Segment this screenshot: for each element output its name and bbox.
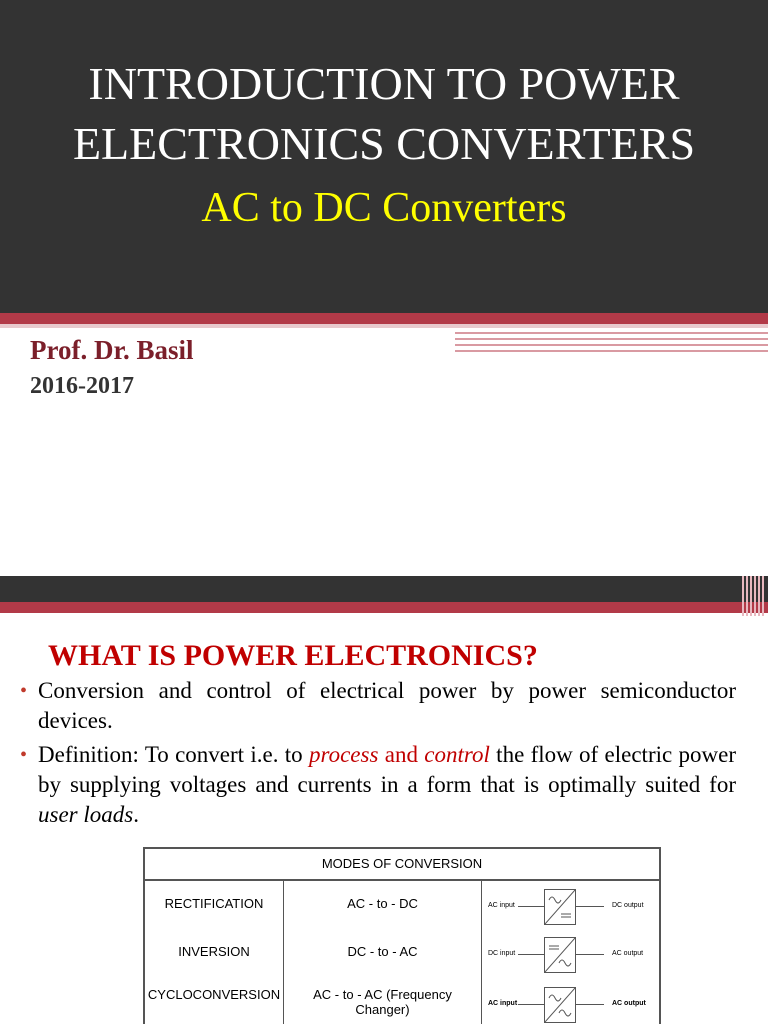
author-name: Prof. Dr. Basil [30,335,194,365]
ac-ac-converter-icon [544,987,576,1023]
bullet-icon: • [20,744,28,766]
mode-rectification: RECTIFICATION [164,896,264,911]
definition-end: . [133,802,139,827]
inverter-output-label: AC output [612,950,644,957]
rectifier-output-label: DC output [612,902,644,909]
rectifier-input-label: AC input [488,902,515,909]
academic-year: 2016-2017 [30,373,134,399]
content-header-band [0,576,768,602]
subtitle: AC to DC Converters [201,185,567,231]
decorative-lines [455,332,768,356]
title-header-band [0,0,768,313]
cycloconverter-diagram [482,985,659,1024]
main-title [0,54,768,174]
cyclo-output-label: AC output [612,1000,646,1007]
inverter-diagram [482,935,659,975]
bullet-text-1: Conversion and control of electrical power by power semiconductor devices. [38,678,736,733]
accent-band [0,313,768,324]
user-loads-emphasis: user loads [38,802,134,827]
bullet-list [20,676,736,834]
rectifier-diagram [482,887,659,927]
accent-band-light [0,324,768,328]
content-accent-band [0,602,768,613]
process-emphasis: process [309,742,379,767]
definition-text-rest: the flow of electric power by supplying voltages and currents in a form that is optimally suited for [38,742,736,797]
conversion-ac-ac: AC - to - AC (Frequency Changer) [313,987,452,1017]
table-header: MODES OF CONVERSION [145,849,659,881]
bullet-item-1 [20,676,736,736]
mode-cycloconversion: CYCLOCONVERSION [147,987,281,1002]
content-slide [0,576,768,1024]
bullet-item-2 [20,740,736,830]
control-emphasis: control [424,742,490,767]
mode-inversion: INVERSION [178,944,250,959]
inverter-input-label: DC input [488,950,516,957]
slide-heading: WHAT IS POWER ELECTRONICS? [48,639,538,672]
bullet-icon: • [20,680,28,702]
conversion-column [284,881,482,1024]
conversion-dc-ac: DC - to - AC [347,944,418,959]
decorative-stripes [742,576,768,616]
ac-dc-converter-icon [544,889,576,925]
diagram-column [482,881,659,1024]
mode-column [145,881,284,1024]
modes-of-conversion-table [143,847,661,1024]
definition-text-start: Definition: To convert i.e. to [38,742,309,767]
dc-ac-converter-icon [544,937,576,973]
conversion-ac-dc: AC - to - DC [347,896,418,911]
main-title-line-2: ELECTRONICS CONVERTERS [72,118,696,169]
table-body [145,881,659,1024]
and-text: and [378,742,425,767]
cyclo-input-label: AC input [488,1000,518,1007]
main-title-line-1: INTRODUCTION TO POWER [88,58,680,109]
